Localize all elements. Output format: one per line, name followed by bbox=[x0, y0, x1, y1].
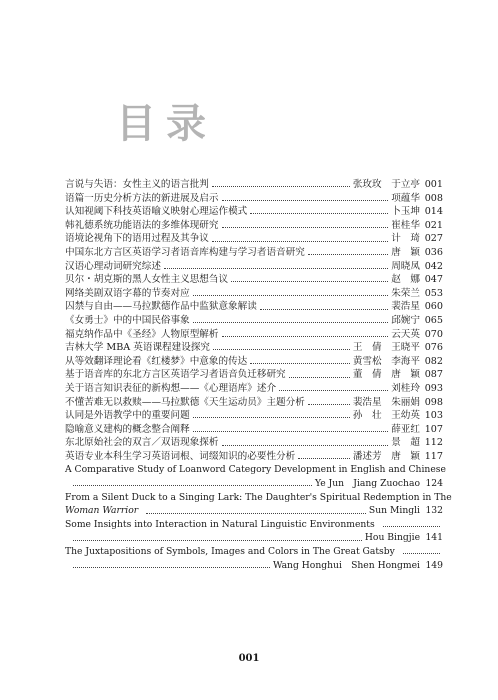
toc-entry[interactable] bbox=[65, 260, 443, 274]
entry-title: 《女勇士》中的中国民俗事象 bbox=[65, 314, 190, 326]
entry-page: 036 bbox=[424, 246, 443, 258]
entry-page: 076 bbox=[424, 342, 443, 354]
entry-authors: 薛亚红 bbox=[391, 423, 420, 435]
entry-authors: 刘桂玲 bbox=[391, 382, 420, 394]
entry-title: Some Insights into Interaction in Natural Linguistic Environments bbox=[65, 518, 375, 530]
toc-entry[interactable] bbox=[65, 368, 443, 382]
dot-leader bbox=[73, 485, 312, 486]
dot-leader bbox=[279, 390, 388, 391]
entry-page: 047 bbox=[424, 274, 443, 286]
entry-title: 韩礼德系统功能语法的多维体现研究 bbox=[65, 219, 219, 231]
toc-entry[interactable] bbox=[65, 205, 443, 219]
dot-leader bbox=[193, 295, 389, 296]
entry-page: 027 bbox=[424, 233, 443, 245]
entry-authors: 潘述芳 唐 颖 bbox=[352, 450, 420, 462]
entry-authors: 董 倩 唐 颖 bbox=[352, 369, 420, 381]
dot-leader bbox=[308, 404, 350, 405]
entry-title: 网络美剧双语字幕的节奏对应 bbox=[65, 287, 190, 299]
entry-title: 贝尔・胡克斯的黑人女性主义思想刍议 bbox=[65, 274, 229, 286]
toc-entry-english[interactable] bbox=[65, 463, 446, 477]
dot-leader bbox=[260, 309, 388, 310]
entry-authors: Sun Mingli bbox=[368, 505, 420, 517]
dot-leader bbox=[289, 377, 350, 378]
toc-entry-english-continued[interactable] bbox=[65, 477, 443, 491]
entry-title: 基于语音库的东北方言区英语学习者语音负迁移研究 bbox=[65, 369, 286, 381]
toc-entry[interactable] bbox=[65, 382, 443, 396]
entry-page: 112 bbox=[424, 437, 443, 449]
entry-title: 言说与失语：女性主义的语言批判 bbox=[65, 179, 209, 190]
toc-entry[interactable] bbox=[65, 423, 443, 437]
toc-entry[interactable] bbox=[65, 219, 443, 233]
entry-title: The Juxtapositions of Symbols, Images and Colors in The Great Gatsby bbox=[65, 546, 395, 558]
dot-leader bbox=[193, 431, 389, 432]
dot-leader bbox=[73, 567, 270, 568]
entry-title: From a Silent Duck to a Singing Lark: The Daughter's Spiritual Redemption in The bbox=[65, 491, 452, 503]
entry-authors: 卜玉坤 bbox=[391, 206, 420, 218]
dot-leader bbox=[231, 281, 388, 282]
entry-page: 001 bbox=[424, 179, 443, 190]
entry-title: 福克纳作品中《圣经》人物原型解析 bbox=[65, 328, 219, 340]
entry-title: 语境论视角下的语用过程及其争议 bbox=[65, 233, 209, 245]
entry-authors: 孙 壮 王幼英 bbox=[352, 410, 420, 422]
dot-leader bbox=[308, 254, 388, 255]
header-band bbox=[0, 0, 498, 170]
dot-leader bbox=[222, 445, 389, 446]
entry-page: 042 bbox=[424, 260, 443, 272]
toc-entry-english-continued[interactable] bbox=[65, 504, 443, 518]
dot-leader bbox=[193, 417, 350, 418]
entry-title: 关于语言知识表征的新构想——《心理语库》述介 bbox=[65, 382, 277, 394]
entry-title: 吉林大学 MBA 英语课程建设探究 bbox=[65, 342, 211, 354]
toc-entry[interactable] bbox=[65, 409, 443, 423]
dot-leader bbox=[298, 458, 350, 459]
toc-entry[interactable] bbox=[65, 314, 443, 328]
toc-entry[interactable] bbox=[65, 341, 443, 355]
entry-page: 053 bbox=[424, 287, 443, 299]
toc-entry[interactable] bbox=[65, 450, 443, 464]
dot-leader bbox=[250, 213, 388, 214]
entry-page: 021 bbox=[424, 219, 443, 231]
dot-leader bbox=[212, 186, 350, 187]
toc-entry[interactable] bbox=[65, 328, 443, 342]
entry-title: 隐喻意义建构的概念整合阐释 bbox=[65, 423, 190, 435]
entry-page: 124 bbox=[425, 478, 443, 490]
entry-authors: 唐 颖 bbox=[391, 246, 420, 258]
dot-leader bbox=[383, 526, 440, 527]
entry-authors: 崔桂华 bbox=[391, 219, 420, 231]
dot-leader bbox=[213, 349, 350, 350]
entry-authors: 项蕴华 bbox=[391, 192, 420, 204]
entry-title: 东北原始社会的双言／双语现象探析 bbox=[65, 437, 219, 449]
entry-page: 117 bbox=[424, 450, 443, 462]
entry-page: 082 bbox=[424, 355, 443, 367]
entry-authors: Wang Honghui Shen Hongmei bbox=[272, 559, 420, 571]
toc-entry[interactable] bbox=[65, 300, 443, 314]
entry-page: 107 bbox=[424, 423, 443, 435]
entry-authors: 周晓凤 bbox=[391, 260, 420, 272]
entry-authors: 朱荣兰 bbox=[391, 287, 420, 299]
entry-page: 098 bbox=[424, 396, 443, 408]
entry-title-continued: Woman Warrior bbox=[65, 505, 139, 517]
dot-leader bbox=[193, 322, 389, 323]
chinese-entries bbox=[65, 178, 443, 463]
toc-entry[interactable] bbox=[65, 232, 443, 246]
entry-page: 087 bbox=[424, 369, 443, 381]
entry-authors: 赵 娜 bbox=[391, 274, 420, 286]
entry-page: 060 bbox=[424, 301, 443, 313]
table-of-contents bbox=[65, 178, 452, 572]
dot-leader bbox=[222, 336, 389, 337]
entry-authors: 云天英 bbox=[391, 328, 420, 340]
dot-leader bbox=[250, 363, 350, 364]
entry-title: 从等效翻译理论看《红楼梦》中意象的传达 bbox=[65, 355, 248, 367]
english-entries bbox=[65, 463, 452, 572]
entry-authors: 裴浩星 朱丽娟 bbox=[352, 396, 420, 408]
toc-entry[interactable] bbox=[65, 273, 443, 287]
page-number: 001 bbox=[238, 653, 260, 664]
entry-page: 070 bbox=[424, 328, 443, 340]
entry-authors: Ye Jun Jiang Zuochao bbox=[314, 478, 420, 490]
toc-entry[interactable] bbox=[65, 355, 443, 369]
entry-page: 093 bbox=[424, 382, 443, 394]
entry-title: 囚禁与自由——马拉默德作品中监狱意象解读 bbox=[65, 301, 257, 313]
entry-page: 008 bbox=[424, 192, 443, 204]
entry-authors: 裴浩星 bbox=[391, 301, 420, 313]
entry-page: 149 bbox=[425, 559, 443, 571]
dot-leader bbox=[222, 227, 389, 228]
entry-title: A Comparative Study of Loanword Category Development in English and Chinese bbox=[65, 464, 446, 476]
dot-leader bbox=[73, 540, 362, 541]
toc-entry[interactable] bbox=[65, 192, 443, 206]
entry-title: 英语专业本科生学习英语词根、词缀知识的必要性分析 bbox=[65, 450, 296, 462]
toc-entry[interactable] bbox=[65, 396, 443, 410]
entry-page: 103 bbox=[424, 410, 443, 422]
entry-page: 014 bbox=[424, 206, 443, 218]
dot-leader bbox=[146, 513, 366, 514]
entry-title: 中国东北方言区英语学习者语音库构建与学习者语音研究 bbox=[65, 246, 305, 258]
entry-title: 不懂苦难无以救赎——马拉默德《天生运动员》主题分析 bbox=[65, 396, 305, 408]
entry-authors: 景 超 bbox=[391, 437, 420, 449]
dot-leader bbox=[164, 268, 388, 269]
entry-title: 认同是外语教学中的重要问题 bbox=[65, 410, 190, 422]
dot-leader bbox=[403, 553, 440, 554]
toc-entry-english[interactable] bbox=[65, 545, 443, 559]
toc-entry[interactable] bbox=[65, 287, 443, 301]
entry-page: 141 bbox=[425, 532, 443, 544]
entry-authors: 王 倩 王晓平 bbox=[352, 342, 420, 354]
toc-entry[interactable] bbox=[65, 178, 443, 192]
entry-authors: 计 琦 bbox=[391, 233, 420, 245]
entry-authors: Hou Bingjie bbox=[364, 532, 420, 544]
toc-entry-english-continued[interactable] bbox=[65, 531, 443, 545]
entry-authors: 邱婉宁 bbox=[391, 314, 420, 326]
toc-entry-english-continued[interactable] bbox=[65, 559, 443, 573]
toc-entry-english[interactable] bbox=[65, 518, 443, 532]
entry-authors: 黄雪松 李海平 bbox=[352, 355, 420, 367]
entry-authors: 张玫玫 于立亭 bbox=[352, 179, 420, 190]
entry-page: 132 bbox=[425, 505, 443, 517]
dot-leader bbox=[212, 241, 388, 242]
page-title: 目录 bbox=[116, 101, 216, 147]
entry-page: 065 bbox=[424, 314, 443, 326]
toc-entry[interactable] bbox=[65, 246, 443, 260]
entry-title: 汉语心理动词研究综述 bbox=[65, 260, 161, 272]
entry-title: 认知视阈下科技英语喻义映射心理运作模式 bbox=[65, 206, 248, 218]
toc-entry-english[interactable] bbox=[65, 491, 452, 505]
dot-leader bbox=[222, 200, 389, 201]
toc-entry[interactable] bbox=[65, 436, 443, 450]
entry-title: 语篇一历史分析方法的新进展及启示 bbox=[65, 192, 219, 204]
